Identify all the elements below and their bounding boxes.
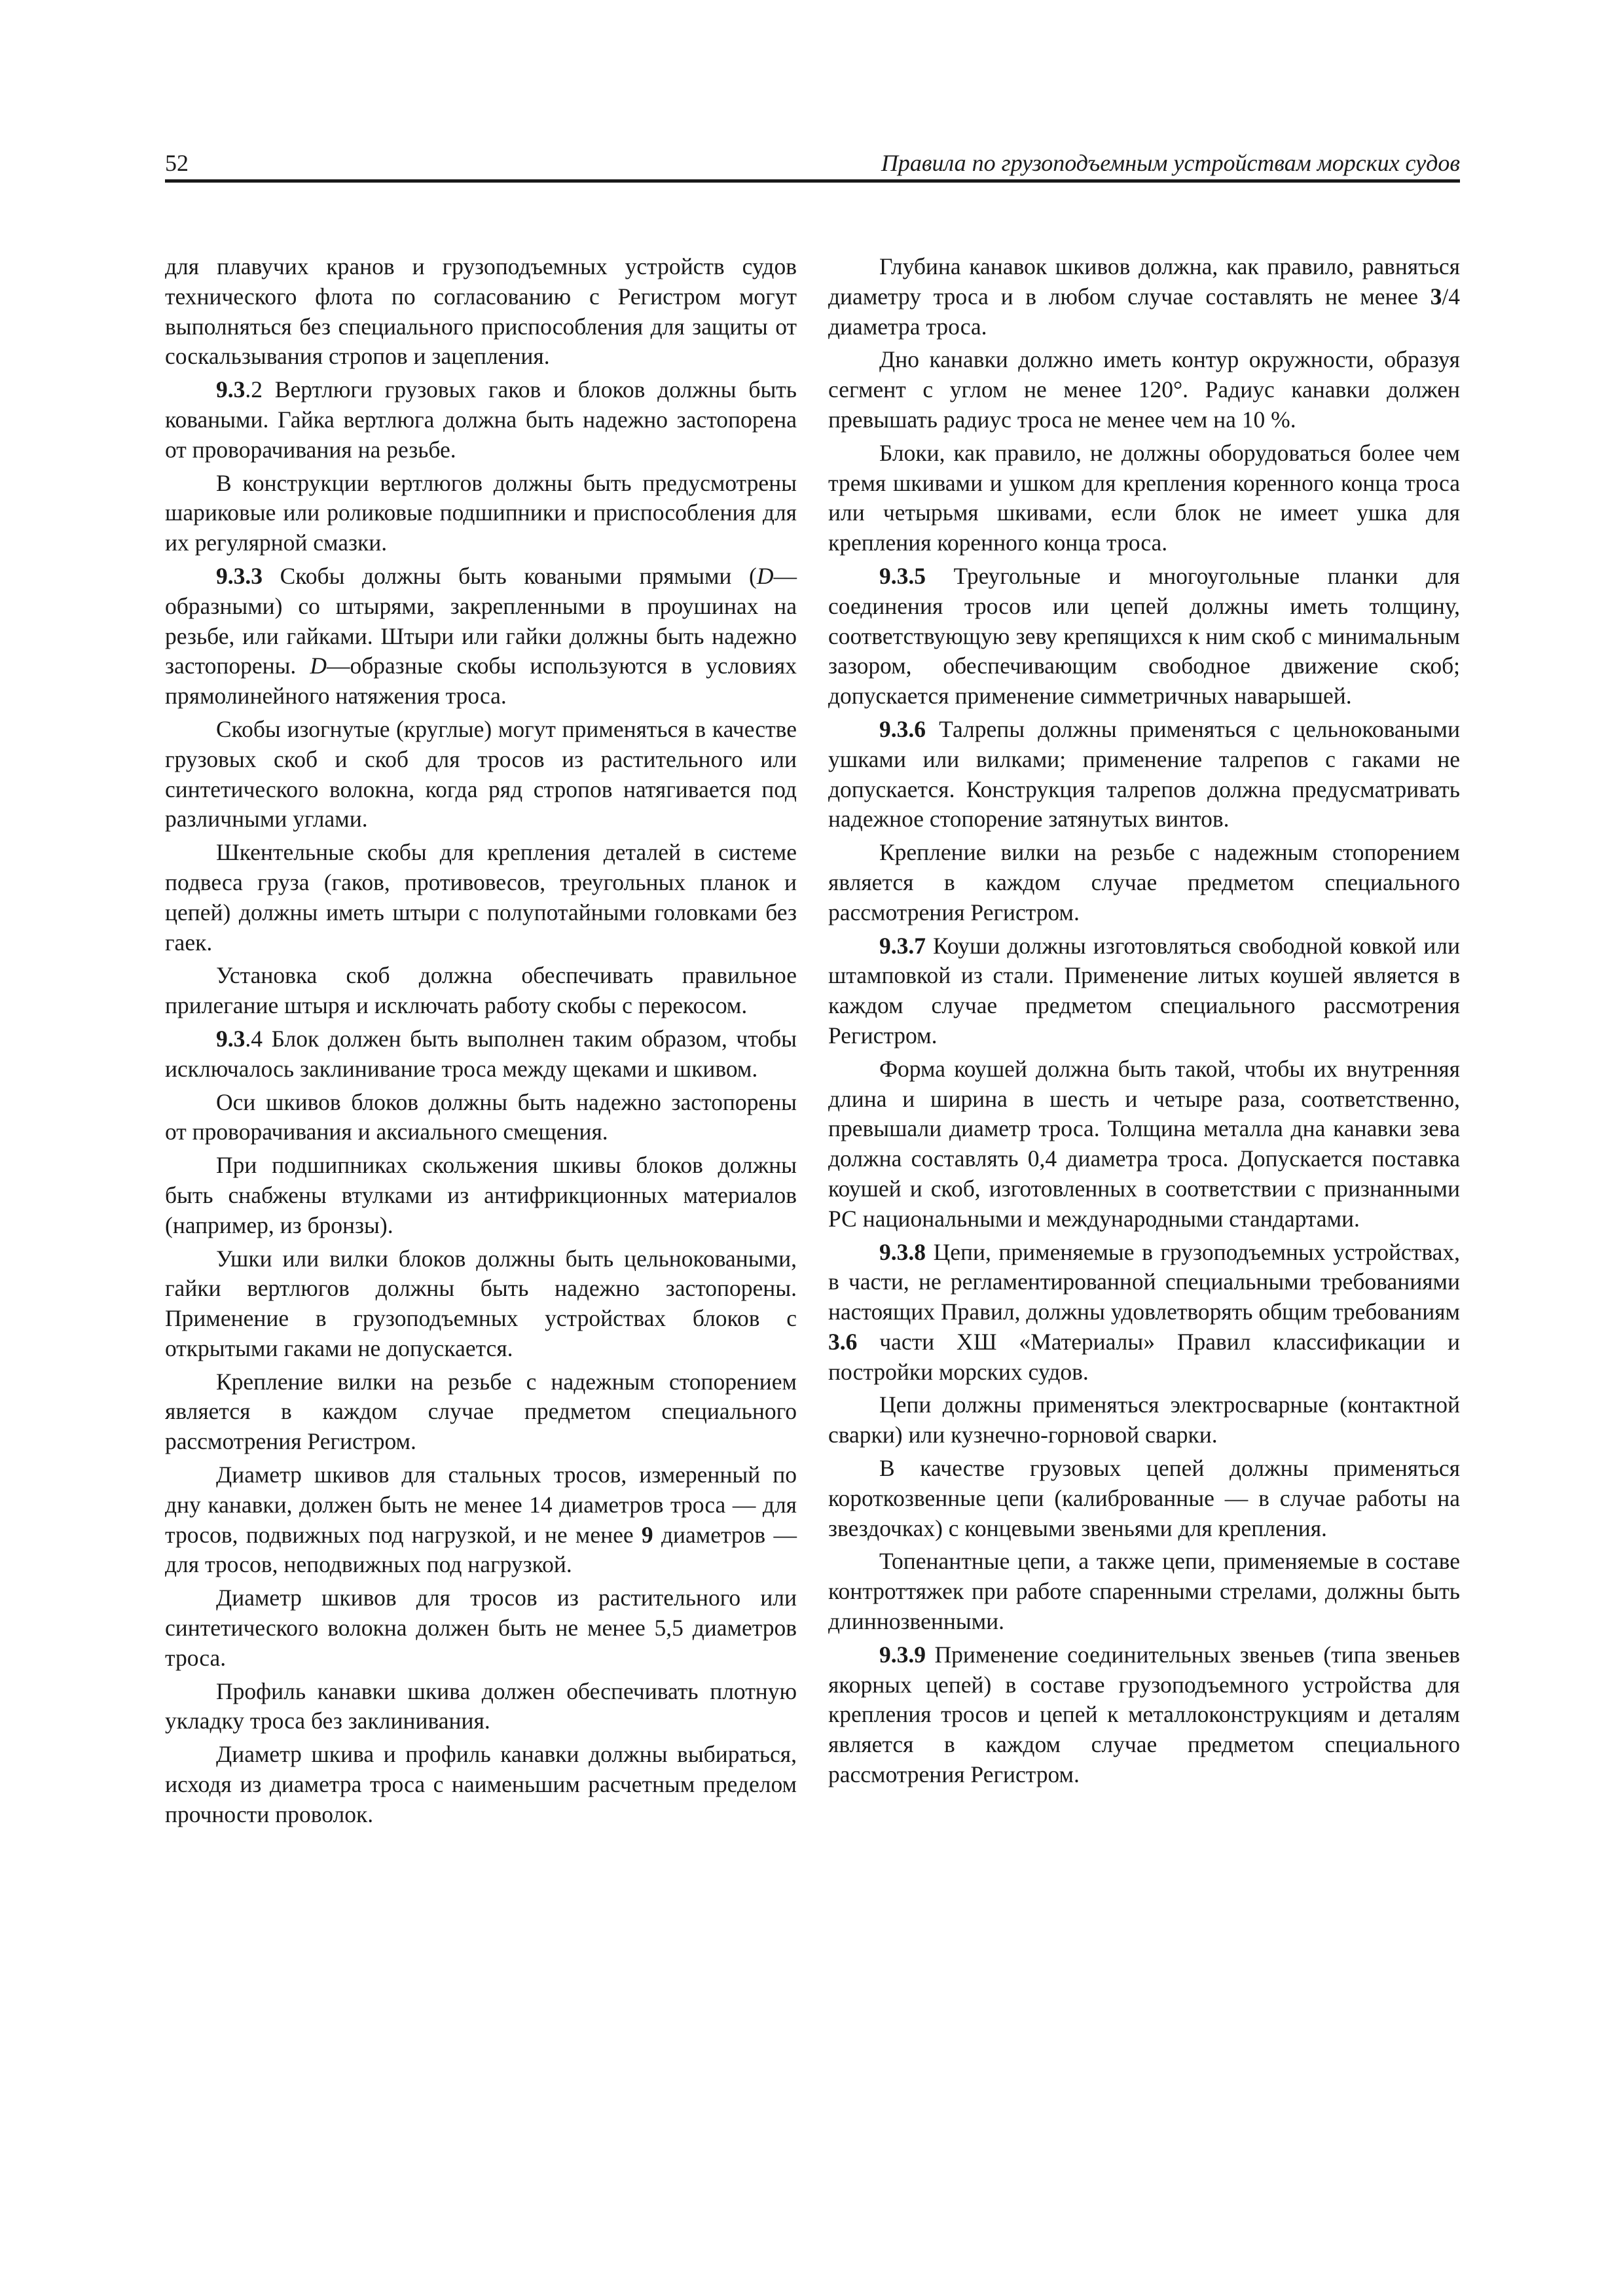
- section-9-3-9: 9.3.9 Применение соединительных звеньев (типа звеньев якорных цепей) в составе грузоподъемного устройства для крепления тросов и цепей к металлоконструкциям и деталям является в каждом случае предметом специального рассмотрения Регистром.: [828, 1641, 1460, 1788]
- paragraph: Диаметр шкивов для тросов из растительного или синтетического волокна должен быть не менее 5,5 диаметров троса.: [165, 1585, 797, 1671]
- section-number: 9.3: [216, 1025, 246, 1052]
- paragraph: Диаметр шкивов для стальных тросов, измеренный по дну канавки, должен быть не менее 14 диаметров троса — для тросов, подвижных под нагрузкой, и не менее 9 диаметров — для тросов, неподвижных под нагрузкой.: [165, 1462, 797, 1578]
- paragraph: Крепление вилки на резьбе с надежным стопорением является в каждом случае предметом специального рассмотрения Регистром.: [165, 1368, 797, 1455]
- paragraph: Оси шкивов блоков должны быть надежно застопорены от проворачивания и аксиального смещения.: [165, 1088, 797, 1145]
- section-number: 9.3: [216, 376, 246, 403]
- page-header: [165, 145, 1460, 183]
- right-column: [828, 252, 1460, 1793]
- paragraph: для плавучих кранов и грузоподъемных устройств судов технического флота по согласованию с Регистром могут выполняться без специального приспособления для защиты от соскальзывания стропов и зацепления.: [165, 253, 797, 370]
- section-9-3-5: 9.3.5 Треугольные и многоугольные планки для соединения тросов или цепей должны иметь толщину, соответствующую зеву крепящихся к ним скоб с минимальным зазором, обеспечивающим свободное движение скоб; допускается применение симметричных наварышей.: [828, 562, 1460, 709]
- paragraph: В качестве грузовых цепей должны применяться короткозвенные цепи (калиброванные — в случае работы на звездочках) с концевыми звеньями для крепления.: [828, 1455, 1460, 1541]
- section-9-3-6: 9.3.6 Талрепы должны применяться с цельноковаными ушками или вилками; применение талрепов с гаками не допускается. Конструкция талрепов должна предусматривать надежное стопорение затянутых винтов.: [828, 715, 1460, 833]
- section-9-3-4: 9.3.4 Блок должен быть выполнен таким образом, чтобы исключалось заклинивание троса между щеками и шкивом.: [165, 1025, 797, 1082]
- section-9-3-8: 9.3.8 Цепи, применяемые в грузоподъемных устройствах, в части, не регламентированной специальными требованиями настоящих Правил, должны удовлетворять общим требованиям 3.6 части ХШ «Материалы» Правил классификации и постройки морских судов.: [828, 1238, 1460, 1385]
- paragraph: Блоки, как правило, не должны оборудоваться более чем тремя шкивами и ушком для крепления коренного конца троса или четырьмя шкивами, если блок не имеет ушка для крепления коренного конца троса.: [828, 439, 1460, 556]
- paragraph: Ушки или вилки блоков должны быть цельноковаными, гайки вертлюгов должны быть надежно застопорены. Применение в грузоподъемных устройствах блоков с открытыми гаками не допускается.: [165, 1245, 797, 1361]
- section-9-3-3: 9.3.3 Скобы должны быть коваными прямыми (D—образными) со штырями, закрепленными в проушинах на резьбе, или гайками. Штыри или гайки должны быть надежно застопорены. D—образные скобы используются в условиях прямолинейного натяжения троса.: [165, 562, 797, 709]
- page-number: 52: [165, 150, 189, 176]
- section-9-3-2: 9.3.2 Вертлюги грузовых гаков и блоков должны быть коваными. Гайка вертлюга должна быть надежно застопорена от проворачивания на резьбе.: [165, 376, 797, 463]
- section-number: 9.3.7: [879, 932, 926, 959]
- paragraph: Шкентельные скобы для крепления деталей в системе подвеса груза (гаков, противовесов, треугольных планок и цепей) должны иметь штыри с полупотайными головками без гаек.: [165, 839, 797, 956]
- section-number: 9.3.5: [879, 562, 926, 589]
- section-number: 9.3.9: [879, 1641, 926, 1668]
- paragraph: Диаметр шкива и профиль канавки должны выбираться, исходя из диаметра троса с наименьшим расчетным пределом прочности проволок.: [165, 1741, 797, 1827]
- paragraph: Крепление вилки на резьбе с надежным стопорением является в каждом случае предметом специального рассмотрения Регистром.: [828, 839, 1460, 925]
- paragraph: Профиль канавки шкива должен обеспечивать плотную укладку троса без заклинивания.: [165, 1677, 797, 1734]
- paragraph: В конструкции вертлюгов должны быть предусмотрены шариковые или роликовые подшипники и приспособления для их регулярной смазки.: [165, 469, 797, 556]
- paragraph: При подшипниках скольжения шкивы блоков должны быть снабжены втулками из антифрикционных материалов (например, из бронзы).: [165, 1152, 797, 1238]
- paragraph: Скобы изогнутые (круглые) могут применяться в качестве грузовых скоб и скоб для тросов из растительного или синтетического волокна, когда ряд стропов натягивается под различными углами.: [165, 715, 797, 833]
- section-9-3-7: 9.3.7 Коуши должны изготовляться свободной ковкой или штамповкой из стали. Применение литых коушей является в каждом случае предметом специального рассмотрения Регистром.: [828, 932, 1460, 1049]
- left-column: [165, 252, 797, 1833]
- paragraph: Форма коушей должна быть такой, чтобы их внутренняя длина и ширина в шесть и четыре раза, соответственно, превышали диаметр троса. Толщина металла дна канавки зева должна составлять 0,4 диаметра троса. Допускается поставка коушей и скоб, изготовленных в соответствии с признанными РС национальными и международными стандартами.: [828, 1055, 1460, 1232]
- paragraph: Дно канавки должно иметь контур окружности, образуя сегмент с углом не менее 120°. Радиус канавки должен превышать радиус троса не менее чем на 10 %.: [828, 346, 1460, 433]
- paragraph: Глубина канавок шкивов должна, как правило, равняться диаметру троса и в любом случае составлять не менее 3/4 диаметра троса.: [828, 253, 1460, 340]
- paragraph: Цепи должны применяться электросварные (контактной сварки) или кузнечно-горновой сварки.: [828, 1391, 1460, 1448]
- paragraph: Топенантные цепи, а также цепи, применяемые в составе контроттяжек при работе спаренными стрелами, должны быть длиннозвенными.: [828, 1548, 1460, 1635]
- section-number: 9.3.3: [216, 562, 263, 589]
- running-title: Правила по грузоподъемным устройствам морских судов: [881, 150, 1460, 176]
- section-number: 9.3.8: [879, 1238, 926, 1265]
- paragraph: Установка скоб должна обеспечивать правильное прилегание штыря и исключать работу скобы с перекосом.: [165, 962, 797, 1019]
- section-number: 9.3.6: [879, 715, 926, 742]
